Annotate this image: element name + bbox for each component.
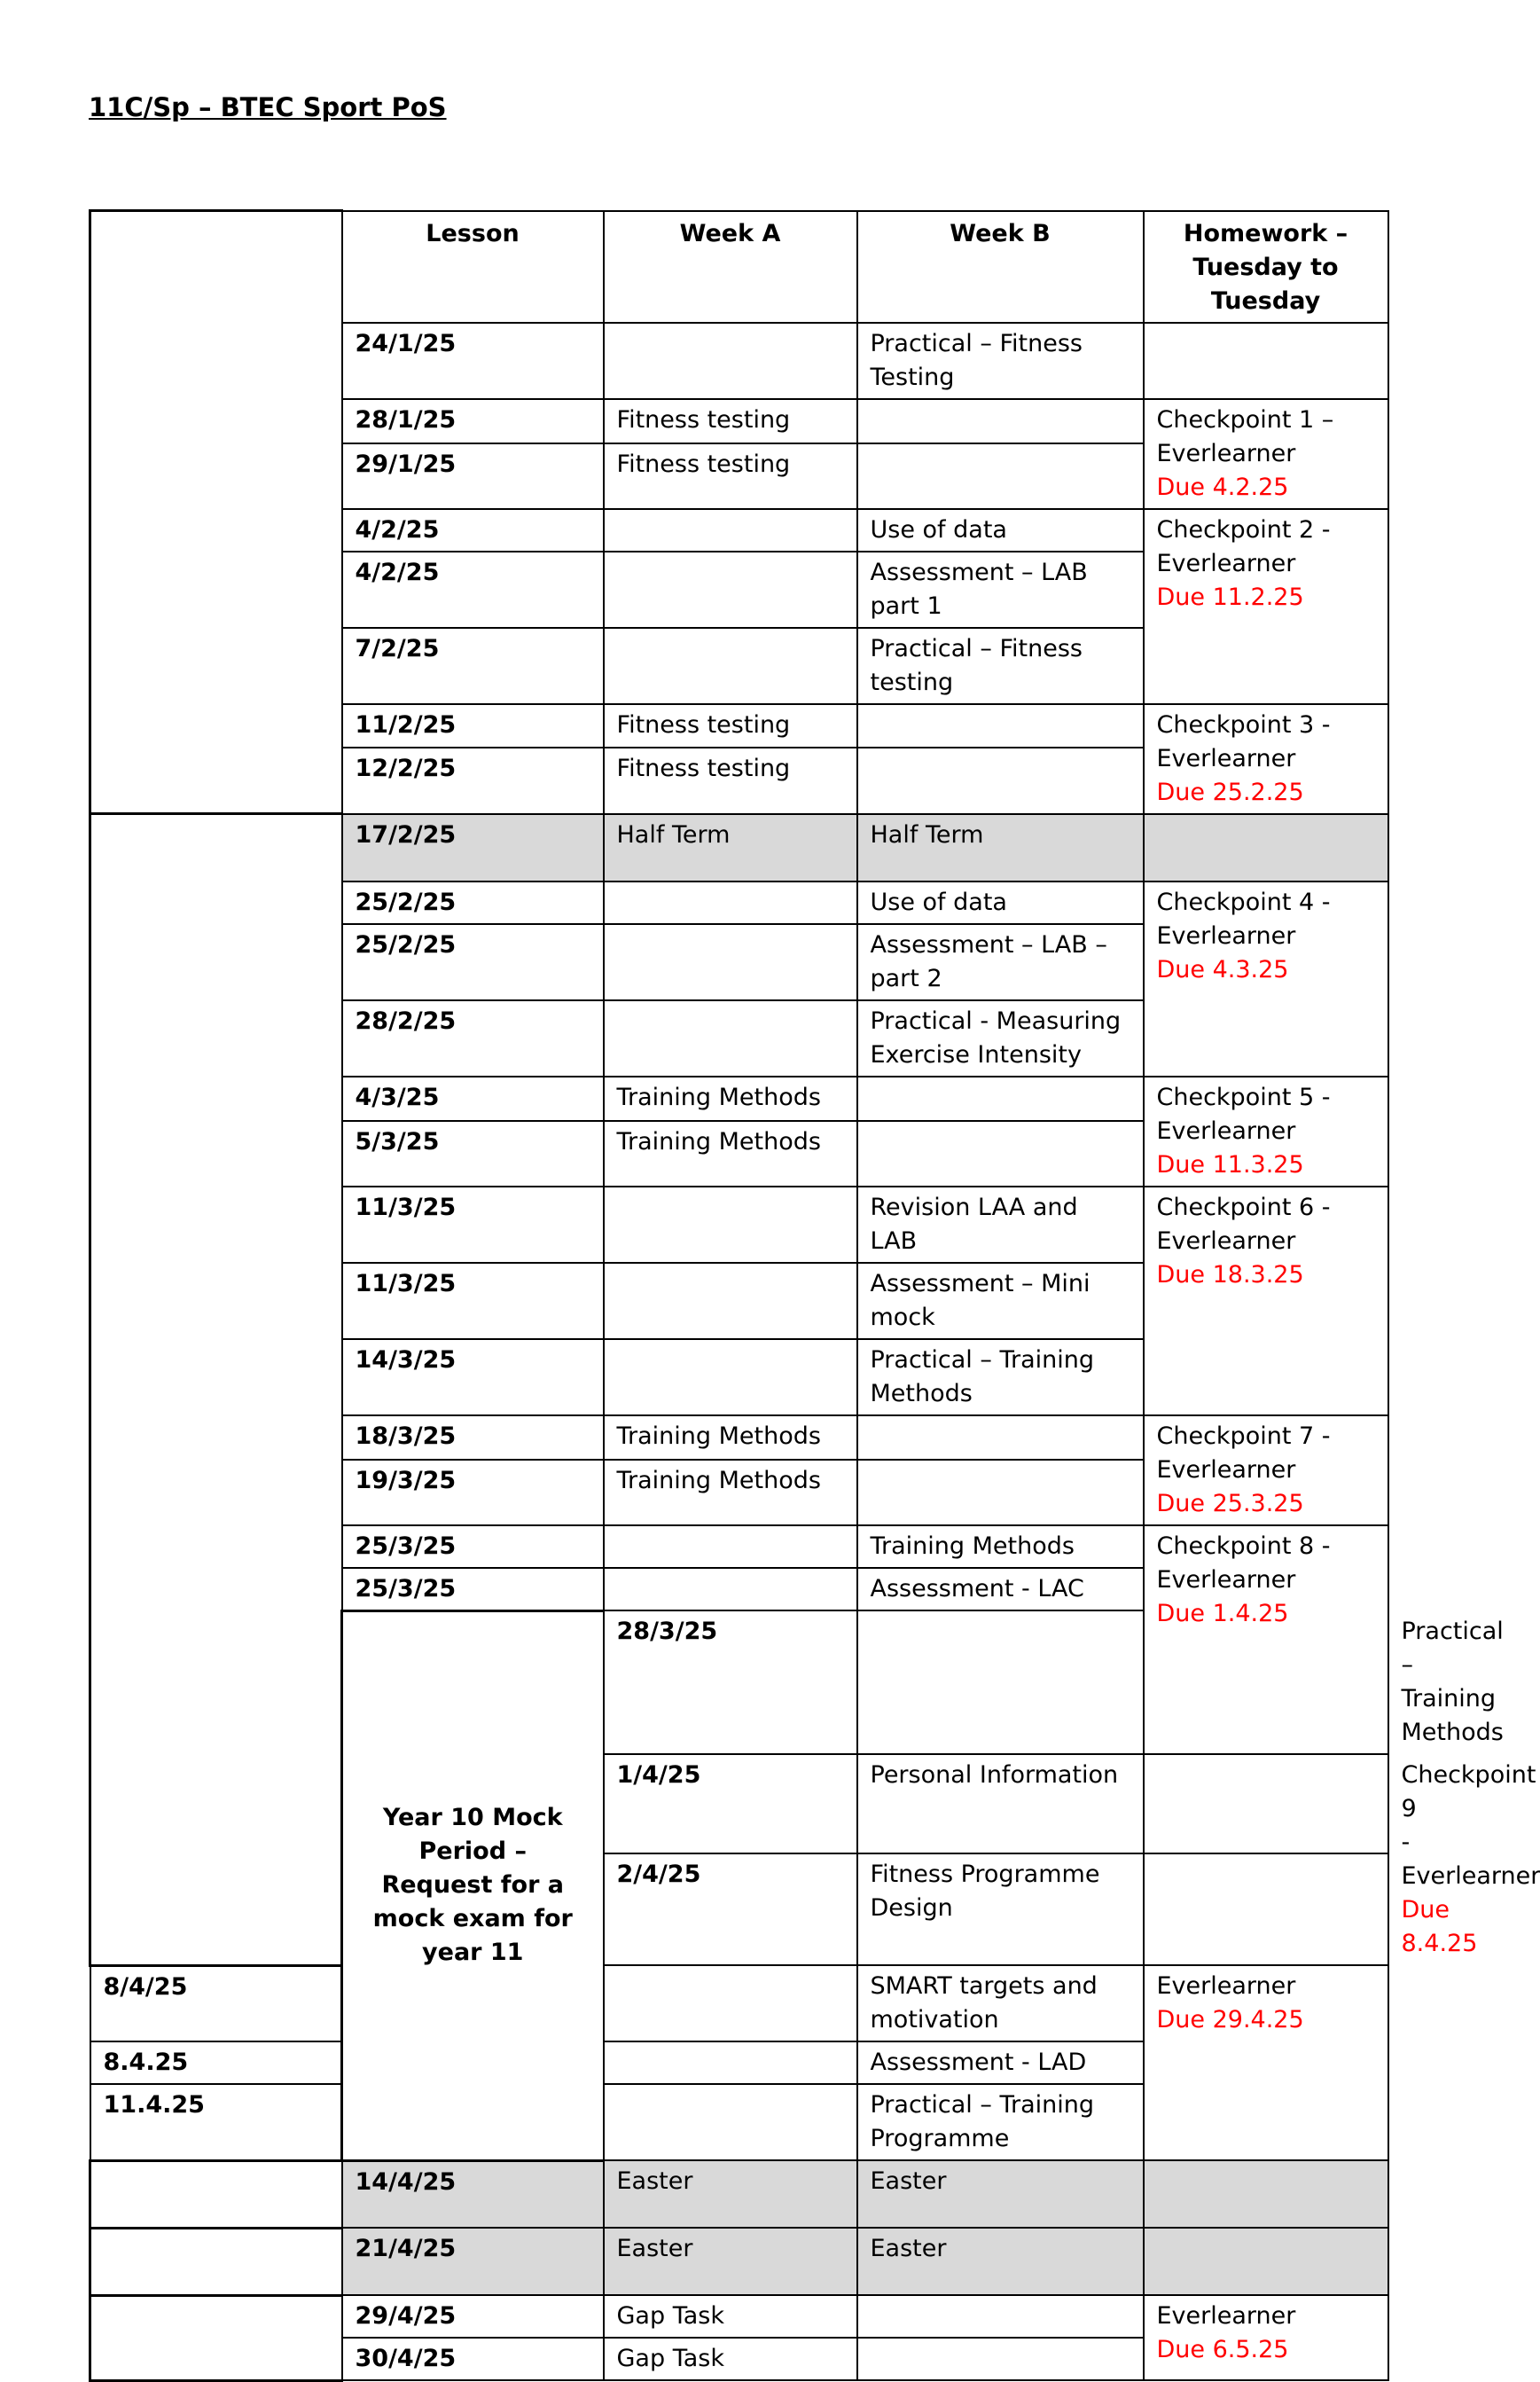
lesson-date: 28/1/25	[342, 399, 604, 443]
table-row: 1/4/25 Personal Information Checkpoint 9 - Everlearner Due 8.4.25	[90, 1754, 1388, 1853]
week-b-cell	[857, 1415, 1144, 1460]
week-b-cell: Easter	[857, 2160, 1144, 2228]
homework-platform: Everlearner	[1156, 1565, 1296, 1594]
homework-cell	[1144, 1187, 1388, 1415]
homework-cell	[1144, 2295, 1388, 2380]
week-b-cell	[857, 443, 1144, 509]
homework-due-date: Due 1.4.25	[1156, 1599, 1289, 1627]
homework-title: Checkpoint 3 -	[1156, 710, 1331, 739]
table-row-holiday	[90, 814, 1388, 881]
week-a-cell	[604, 1525, 857, 1568]
week-a-cell	[604, 2041, 857, 2084]
table-header-row	[90, 211, 1388, 323]
week-b-cell: Revision LAA and LAB	[857, 1187, 1144, 1263]
lesson-date: 1/4/25	[604, 1754, 857, 1853]
table-row	[90, 2295, 1388, 2338]
homework-cell	[1144, 1965, 1388, 2160]
week-b-cell	[1144, 1853, 1388, 1965]
week-b-cell: Practical – Training Methods	[857, 1339, 1144, 1415]
homework-due-date: Due 18.3.25	[1156, 1260, 1304, 1289]
week-a-cell	[604, 2084, 857, 2160]
homework-title: Checkpoint 4 -	[1156, 888, 1331, 916]
week-b-cell: Practical - Measuring Exercise Intensity	[857, 1000, 1144, 1077]
homework-due-date: Due 11.3.25	[1156, 1150, 1304, 1179]
week-b-cell	[857, 2338, 1144, 2380]
homework-platform: Everlearner	[1156, 921, 1296, 950]
homework-title: Checkpoint 1 –	[1156, 405, 1334, 434]
week-a-cell	[604, 1187, 857, 1263]
week-b-cell: Training Methods	[857, 1525, 1144, 1568]
week-b-cell: Assessment – Mini mock	[857, 1263, 1144, 1339]
week-b-cell	[857, 399, 1144, 443]
week-a-cell: Fitness testing	[604, 443, 857, 509]
lesson-date: 8/4/25	[90, 1965, 342, 2041]
lesson-date: 14/4/25	[342, 2160, 604, 2228]
week-b-cell: Use of data	[857, 881, 1144, 924]
side-label-cell	[90, 2295, 342, 2380]
week-b-cell	[857, 1077, 1144, 1121]
homework-title: Checkpoint 2 -	[1156, 515, 1331, 544]
homework-due-date: Due 11.2.25	[1156, 583, 1304, 611]
lesson-date: 18/3/25	[342, 1415, 604, 1460]
lesson-date: 12/2/25	[342, 748, 604, 813]
lesson-date: 17/2/25	[342, 814, 604, 881]
homework-platform: Everlearner	[1156, 549, 1296, 577]
week-b-cell	[857, 2295, 1144, 2338]
lesson-date: 21/4/25	[342, 2228, 604, 2295]
week-a-cell: Easter	[604, 2228, 857, 2295]
week-a-cell: Training Methods	[604, 1415, 857, 1460]
homework-cell	[1144, 1415, 1388, 1525]
lesson-date: 4/3/25	[342, 1077, 604, 1121]
homework-cell-empty	[1144, 2160, 1388, 2228]
week-a-cell	[604, 924, 857, 1000]
lesson-date: 14/3/25	[342, 1339, 604, 1415]
homework-title: Checkpoint 7 -	[1156, 1422, 1331, 1450]
week-b-cell	[857, 1121, 1144, 1187]
lesson-date: 25/3/25	[342, 1568, 604, 1611]
lesson-date: 8.4.25	[90, 2041, 342, 2084]
week-a-cell	[604, 1263, 857, 1339]
table-row: Year 10 Mock Period – Request for a mock exam for year 11 28/3/25 Practical – Training Methods	[90, 1610, 1388, 1754]
homework-cell-empty	[1144, 814, 1388, 881]
homework-cell	[1144, 881, 1388, 1077]
lesson-date: 28/3/25	[604, 1610, 857, 1754]
week-b-cell: Half Term	[857, 814, 1144, 881]
homework-title: Checkpoint 5 -	[1156, 1083, 1331, 1111]
week-b-cell: Practical – Fitness testing	[857, 628, 1144, 704]
table-row	[90, 1965, 1388, 2041]
table-row-holiday	[90, 2160, 1388, 2228]
week-a-cell	[604, 323, 857, 399]
week-a-cell: Training Methods	[604, 1460, 857, 1525]
homework-title: Checkpoint 6 -	[1156, 1193, 1331, 1221]
side-label-cell	[90, 814, 342, 1966]
lesson-date: 2/4/25	[604, 1853, 857, 1965]
homework-due-date: Due 6.5.25	[1156, 2336, 1289, 2363]
week-b-cell	[1144, 1754, 1388, 1853]
lesson-date: 29/1/25	[342, 443, 604, 509]
week-a-cell: Fitness testing	[604, 399, 857, 443]
header-week-a: Week A	[604, 211, 857, 323]
homework-cell-empty	[1144, 323, 1388, 399]
homework-cell	[1144, 1077, 1388, 1187]
lesson-date: 25/3/25	[342, 1525, 604, 1568]
week-a-cell	[604, 881, 857, 924]
lesson-date: 25/2/25	[342, 881, 604, 924]
week-a-cell: Gap Task	[604, 2295, 857, 2338]
week-a-cell: Fitness testing	[604, 748, 857, 813]
homework-cell	[1144, 704, 1388, 814]
header-homework: Homework – Tuesday to Tuesday	[1144, 211, 1388, 323]
homework-due-date: Due 4.3.25	[1156, 955, 1289, 983]
week-a-cell	[604, 1000, 857, 1077]
lesson-date: 11/3/25	[342, 1263, 604, 1339]
homework-cell	[1144, 399, 1388, 509]
week-a-cell: Half Term	[604, 814, 857, 881]
lesson-date: 11/2/25	[342, 704, 604, 748]
week-a-cell: Easter	[604, 2160, 857, 2228]
lesson-date: 11.4.25	[90, 2084, 342, 2160]
lesson-date: 4/2/25	[342, 552, 604, 628]
lesson-date: 4/2/25	[342, 509, 604, 552]
homework-title: Checkpoint 8 -	[1156, 1532, 1331, 1560]
week-a-cell: Fitness testing	[604, 704, 857, 748]
lesson-date: 24/1/25	[342, 323, 604, 399]
page-title: 11C/Sp – BTEC Sport PoS	[89, 92, 447, 122]
week-a-cell	[604, 1965, 857, 2041]
week-b-cell	[857, 748, 1144, 813]
schedule-table	[89, 209, 1540, 2382]
week-b-cell	[857, 704, 1144, 748]
week-a-cell	[604, 509, 857, 552]
week-b-cell: SMART targets and motivation	[857, 1965, 1144, 2041]
week-a-cell	[604, 628, 857, 704]
week-b-cell: Assessment - LAC	[857, 1568, 1144, 1611]
mock-period-label: Year 10 Mock Period – Request for a mock exam for year 11	[342, 1610, 604, 2160]
homework-title: Everlearner	[1156, 1972, 1296, 2000]
week-a-cell: Gap Task	[604, 2338, 857, 2380]
week-b-cell: Practical – Training Programme	[857, 2084, 1144, 2160]
homework-platform: Everlearner	[1156, 1226, 1296, 1255]
week-a-cell	[857, 1610, 1144, 1754]
week-a-cell	[604, 1568, 857, 1611]
side-label-cell	[90, 2228, 342, 2295]
homework-title: Everlearner	[1156, 2302, 1296, 2330]
homework-platform: Everlearner	[1156, 439, 1296, 467]
lesson-date: 29/4/25	[342, 2295, 604, 2338]
week-a-cell: Fitness Programme Design	[857, 1853, 1144, 1965]
header-week-b: Week B	[857, 211, 1144, 323]
homework-due-date: Due 4.2.25	[1156, 473, 1289, 501]
homework-platform: Everlearner	[1156, 744, 1296, 772]
lesson-date: 30/4/25	[342, 2338, 604, 2380]
side-label-cell	[90, 2160, 342, 2228]
lesson-date: 7/2/25	[342, 628, 604, 704]
week-b-cell: Easter	[857, 2228, 1144, 2295]
table-row-holiday	[90, 2228, 1388, 2295]
week-b-cell: Use of data	[857, 509, 1144, 552]
week-b-cell: Assessment - LAD	[857, 2041, 1144, 2084]
homework-cell	[1144, 509, 1388, 704]
homework-platform: Everlearner	[1156, 1455, 1296, 1484]
week-b-cell	[857, 1460, 1144, 1525]
side-label-cell	[90, 211, 342, 814]
week-b-cell: Assessment – LAB – part 2	[857, 924, 1144, 1000]
homework-due-date: Due 29.4.25	[1156, 2006, 1304, 2033]
header-lesson: Lesson	[342, 211, 604, 323]
homework-cell	[1144, 1525, 1388, 1755]
homework-cell-empty	[1144, 2228, 1388, 2295]
homework-platform: Everlearner	[1156, 1117, 1296, 1145]
week-b-cell: Practical – Fitness Testing	[857, 323, 1144, 399]
week-a-cell: Personal Information	[857, 1754, 1144, 1853]
lesson-date: 19/3/25	[342, 1460, 604, 1525]
lesson-date: 28/2/25	[342, 1000, 604, 1077]
lesson-date: 11/3/25	[342, 1187, 604, 1263]
week-a-cell: Training Methods	[604, 1077, 857, 1121]
lesson-date: 5/3/25	[342, 1121, 604, 1187]
week-a-cell	[604, 552, 857, 628]
homework-due-date: Due 25.3.25	[1156, 1489, 1304, 1517]
lesson-date: 25/2/25	[342, 924, 604, 1000]
week-a-cell: Training Methods	[604, 1121, 857, 1187]
week-a-cell	[604, 1339, 857, 1415]
week-b-cell: Assessment – LAB part 1	[857, 552, 1144, 628]
homework-due-date: Due 25.2.25	[1156, 778, 1304, 806]
